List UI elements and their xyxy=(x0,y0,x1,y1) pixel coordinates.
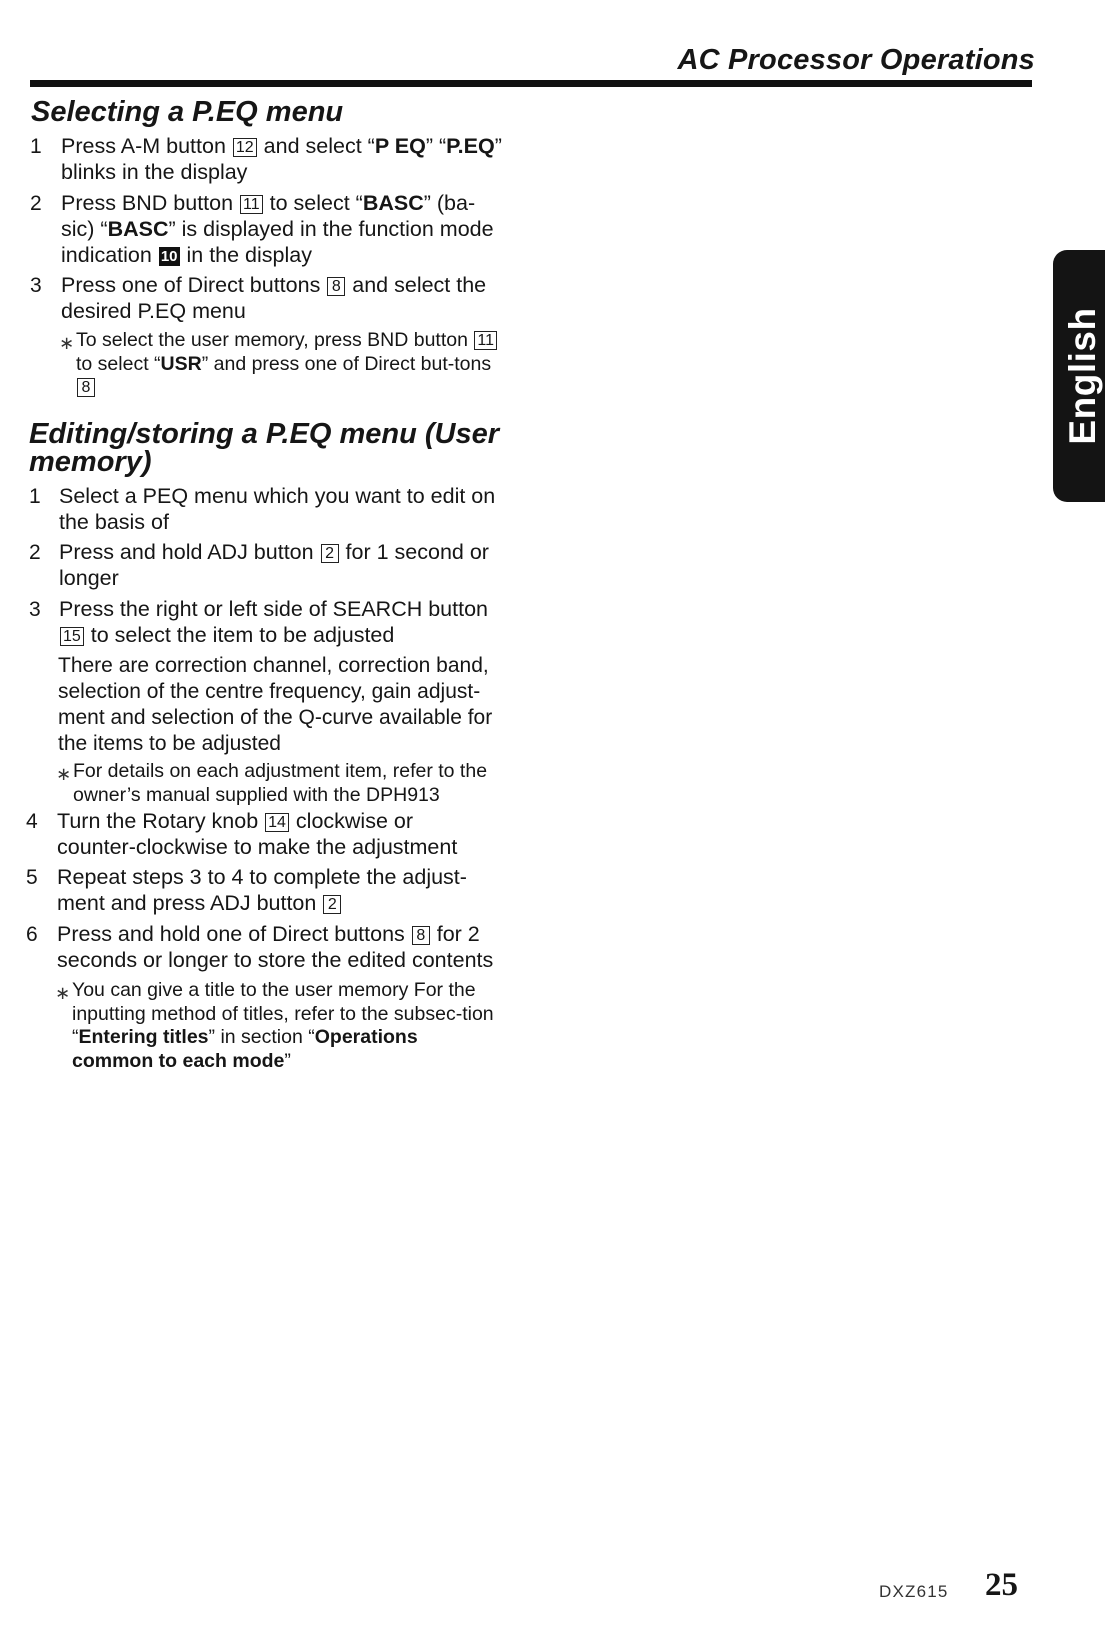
note-asterisk: ∗ xyxy=(59,333,75,353)
note-asterisk: ∗ xyxy=(55,983,71,1003)
note-text: To select the user memory, press BND button 11 to select “USR” and press one of Direct but-tons 8 xyxy=(76,329,506,400)
step-number: 5 xyxy=(26,866,38,889)
adjustment-items-paragraph: There are correction channel, correction band, selection of the centre frequency, gain adjust-ment and selection of the Q-curve available for the items to be adjusted xyxy=(58,654,493,755)
step-text: Press and hold one of Direct buttons 8 for 2 seconds or longer to store the edited contents xyxy=(57,922,494,972)
section-title-selecting: Selecting a P.EQ menu xyxy=(31,96,344,128)
step-number: 1 xyxy=(29,485,41,508)
page-header-title: AC Processor Operations xyxy=(677,44,1035,76)
model-number: DXZ615 xyxy=(879,1582,949,1601)
language-tab xyxy=(1053,250,1105,502)
step-text: Press and hold ADJ button 2 for 1 second or longer xyxy=(59,540,489,590)
section-title-editing: Editing/storing a P.EQ menu (User memory) xyxy=(29,418,499,478)
step-text: Press one of Direct buttons 8 and select the desired P.EQ menu xyxy=(61,273,487,323)
page-number: 25 xyxy=(985,1567,1018,1603)
step-number: 3 xyxy=(30,274,42,297)
button-ref-badge: 11 xyxy=(474,331,497,350)
button-ref-badge: 12 xyxy=(233,138,257,157)
step-text: Press the right or left side of SEARCH button 15 to select the item to be adjusted xyxy=(59,597,489,647)
step-text: Select a PEQ menu which you want to edit on the basis of xyxy=(59,484,496,534)
step-text: Press A-M button 12 and select “P EQ” “P.EQ” blinks in the display xyxy=(61,134,502,184)
step-number: 2 xyxy=(30,192,42,215)
step-number: 1 xyxy=(30,135,42,158)
note-text: You can give a title to the user memory For the inputting method of titles, refer to the subsec-tion “Entering titles” in section “Operations common to each mode” xyxy=(72,979,494,1072)
note-text: For details on each adjustment item, refer to the owner’s manual supplied with the DPH913 xyxy=(73,760,488,806)
button-ref-badge: 11 xyxy=(240,195,263,214)
button-ref-badge: 8 xyxy=(412,926,430,945)
step-number: 4 xyxy=(26,810,38,833)
button-ref-badge: 15 xyxy=(60,627,84,646)
step-text: Press BND button 11 to select “BASC” (ba-sic) “BASC” is displayed in the function mode indication 10 in the display xyxy=(61,191,494,267)
step-number: 2 xyxy=(29,541,41,564)
step-text: Repeat steps 3 to 4 to complete the adjust-ment and press ADJ button 2 xyxy=(57,865,467,915)
language-tab-label: English xyxy=(1062,307,1103,445)
button-ref-badge: 8 xyxy=(77,378,95,397)
button-ref-badge: 8 xyxy=(327,277,345,296)
button-ref-badge: 2 xyxy=(323,895,341,914)
step-text: Turn the Rotary knob 14 clockwise or counter-clockwise to make the adjustment xyxy=(57,809,458,859)
button-ref-badge: 2 xyxy=(321,544,339,563)
step-number: 3 xyxy=(29,598,41,621)
note-asterisk: ∗ xyxy=(56,764,72,784)
step-number: 6 xyxy=(26,923,38,946)
display-ref-badge: 10 xyxy=(160,248,178,265)
header-rule xyxy=(30,80,1032,87)
button-ref-badge: 14 xyxy=(265,813,289,832)
